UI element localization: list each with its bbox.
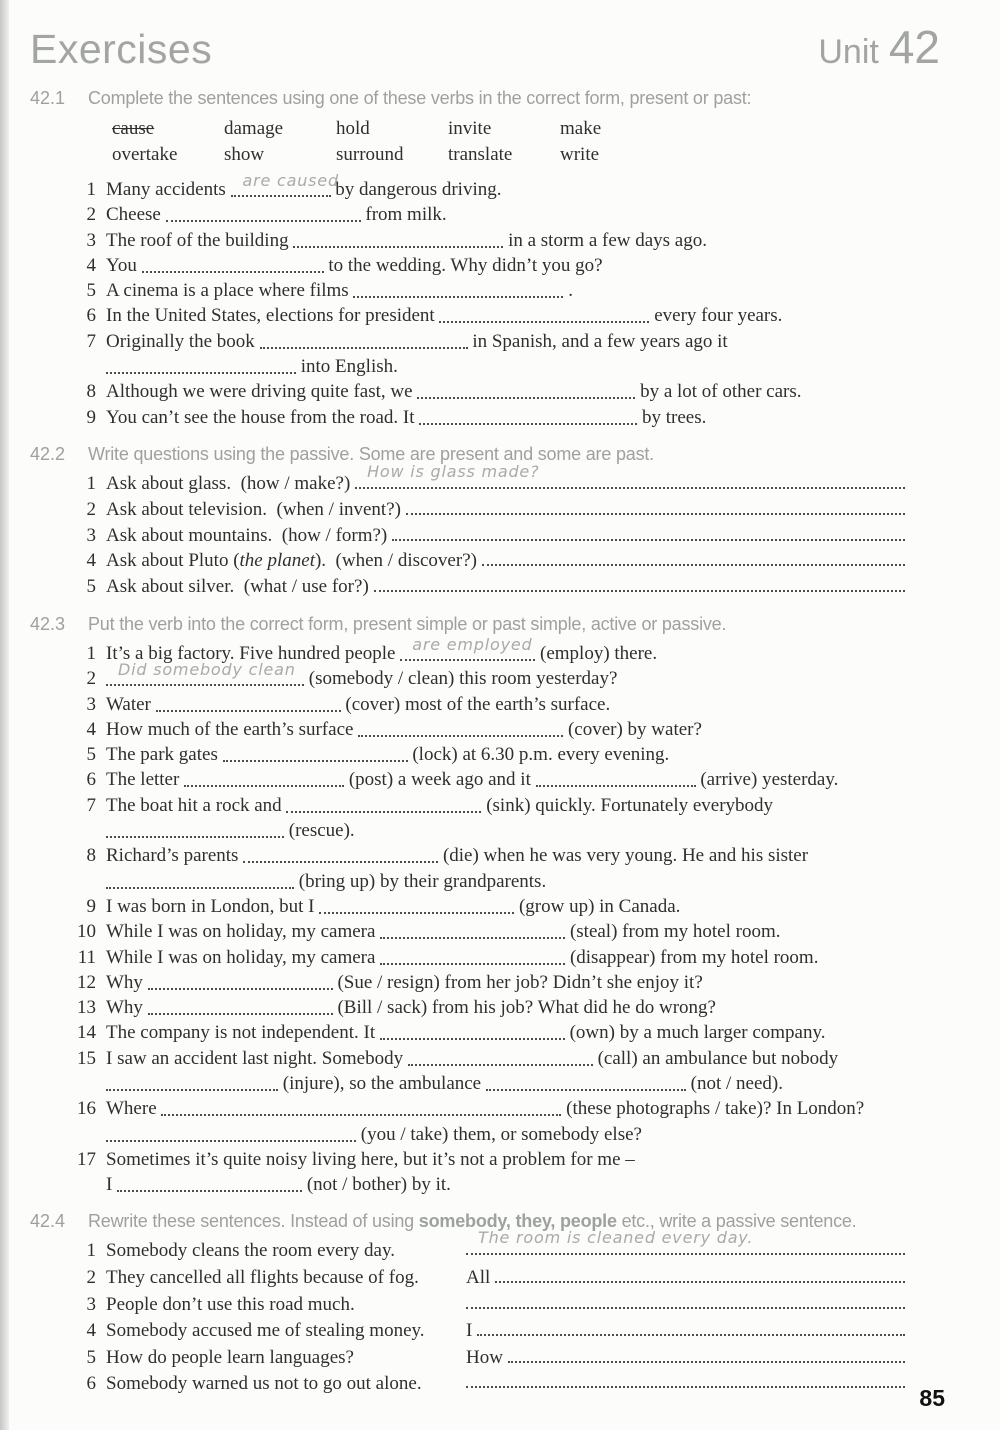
item-text: etc., write a passive sentence. <box>616 1211 857 1232</box>
exercise-items <box>30 1227 905 1398</box>
exercise-item <box>30 170 905 202</box>
exercise-item <box>30 405 905 430</box>
item-number: 3 <box>86 693 96 715</box>
item-text: ). (when / discover?) <box>314 550 482 572</box>
item-content <box>106 202 905 227</box>
item-content <box>106 278 905 303</box>
item-text: Write questions using the passive. Some are present and some are past. <box>88 443 654 464</box>
item-text: (not / need). <box>685 1073 783 1094</box>
item-text: All <box>466 1267 496 1289</box>
verb-option: invite <box>448 118 492 139</box>
sections-root <box>30 88 905 1398</box>
item-number: 3 <box>86 524 96 546</box>
item-text: (injure), so the ambulance <box>278 1073 486 1094</box>
answer-blank[interactable] <box>466 1371 905 1388</box>
item-number: 9 <box>86 406 96 428</box>
answer-blank[interactable] <box>466 1227 905 1255</box>
answer-blank[interactable] <box>355 462 905 489</box>
item-text: You <box>106 254 142 276</box>
page-header <box>0 0 1000 74</box>
source-sentence: Somebody accused me of stealing money. <box>106 1320 425 1342</box>
answer-blank[interactable] <box>439 306 649 323</box>
item-text: somebody, they, people <box>418 1211 617 1232</box>
item-number: 1 <box>86 642 96 664</box>
item-number: 5 <box>86 280 96 302</box>
exercise-item <box>30 1265 905 1292</box>
item-text: Water <box>106 693 156 715</box>
item-number: 2 <box>86 1267 96 1289</box>
item-content <box>106 1046 905 1097</box>
item-text: How <box>466 1346 508 1368</box>
item-text: (grow up) in Canada. <box>514 895 681 917</box>
item-content <box>106 894 905 919</box>
source-sentence: Somebody warned us not to go out alone. <box>106 1373 422 1395</box>
item-text: Ask about television. (when / invent?) <box>106 498 406 520</box>
item-text: (cover) by water? <box>563 718 702 740</box>
verb-option: show <box>224 144 265 165</box>
exercise-item <box>30 278 905 303</box>
source-sentence: How do people learn languages? <box>106 1346 354 1368</box>
item-text: (cover) most of the earth’s surface. <box>340 693 611 715</box>
item-content <box>106 1096 905 1147</box>
item-number: 8 <box>86 381 96 403</box>
source-sentence: They cancelled all flights because of fog. <box>106 1267 419 1289</box>
item-content <box>106 548 905 574</box>
exercise-item <box>30 742 905 767</box>
answer-blank[interactable] <box>286 796 481 813</box>
answer-blank[interactable] <box>156 695 341 712</box>
answer-area <box>466 1227 905 1265</box>
section-number: 42.1 <box>30 88 66 108</box>
page-edge <box>0 0 9 1430</box>
exercise-item <box>30 202 905 227</box>
item-content <box>106 379 905 404</box>
answer-blank[interactable] <box>106 357 296 374</box>
item-content <box>106 303 905 328</box>
exercise-item <box>30 1292 905 1319</box>
verb-option: make <box>560 118 602 139</box>
item-content <box>106 329 905 380</box>
item-content <box>106 497 905 523</box>
item-text: by a lot of other cars. <box>635 381 802 403</box>
answer-blank[interactable] <box>243 846 438 863</box>
item-text: by dangerous driving. <box>330 179 502 200</box>
exercise-item <box>30 717 905 742</box>
item-text: by trees. <box>637 406 707 428</box>
item-text: in Spanish, and a few years ago it <box>467 330 728 352</box>
exercise-item <box>30 659 905 691</box>
answer-blank[interactable] <box>161 1099 561 1116</box>
item-text: In the United States, elections for president <box>106 305 440 327</box>
page-title: Exercises <box>30 26 213 72</box>
item-text: (sink) quickly. Fortunately everybody <box>481 794 774 816</box>
exercise-item <box>30 793 905 844</box>
page-number: 85 <box>919 1385 945 1411</box>
exercise-item <box>30 995 905 1020</box>
item-number: 8 <box>86 845 96 867</box>
item-text: (lock) at 6.30 p.m. every evening. <box>407 744 670 766</box>
item-content <box>106 405 905 430</box>
section-number: 42.2 <box>30 443 66 464</box>
item-text: The park gates <box>106 744 223 766</box>
answer-blank[interactable] <box>417 382 635 399</box>
item-content <box>106 1147 905 1198</box>
item-number: 7 <box>86 330 96 352</box>
item-text: Many accidents <box>106 179 231 200</box>
verb-option: surround <box>336 144 404 165</box>
item-number: 6 <box>86 769 96 791</box>
item-number: 1 <box>86 472 96 494</box>
item-content <box>106 574 905 600</box>
item-number: 12 <box>77 971 96 993</box>
item-text: the planet <box>239 550 315 572</box>
answer-blank[interactable] <box>477 1319 905 1336</box>
section-42.3 <box>30 614 905 1198</box>
item-text: Originally the book <box>106 330 260 352</box>
exercise-item <box>30 462 905 497</box>
answer-blank[interactable] <box>142 256 324 273</box>
item-number: 4 <box>86 550 96 572</box>
item-text: Ask about Pluto ( <box>106 550 240 572</box>
item-number: 6 <box>86 305 96 327</box>
exercise-item <box>30 767 905 792</box>
answer-blank[interactable] <box>400 634 535 661</box>
item-text: The boat hit a rock and <box>106 794 287 816</box>
answer-blank[interactable] <box>148 973 333 990</box>
item-text: (Bill / sack) from his job? What did he do wrong? <box>332 997 716 1019</box>
exercise-item <box>30 919 905 944</box>
item-number: 15 <box>77 1047 96 1069</box>
answer-blank[interactable] <box>106 821 284 838</box>
item-number: 2 <box>86 204 96 226</box>
verb-option: hold <box>336 118 370 139</box>
verb-option: write <box>560 144 600 165</box>
answer-blank[interactable] <box>380 948 565 965</box>
handwritten-answer: The room is cleaned every day. <box>478 1227 754 1247</box>
item-content <box>106 843 905 894</box>
answer-blank[interactable] <box>466 1292 905 1309</box>
item-text: Sometimes it’s quite noisy living here, but it’s not a problem for me – <box>106 1148 635 1170</box>
item-content <box>106 228 905 253</box>
exercise-item <box>30 1318 905 1345</box>
unit-heading <box>818 20 940 74</box>
item-text: I was born in London, but I <box>106 895 320 917</box>
answer-blank[interactable] <box>508 1346 905 1363</box>
item-number: 5 <box>86 1346 96 1368</box>
handwritten-answer: Did somebody clean <box>118 659 296 679</box>
exercise-item <box>30 1227 905 1265</box>
item-text: I <box>106 1174 118 1196</box>
exercise-item <box>30 970 905 995</box>
item-text: (employ) there. <box>535 642 658 664</box>
item-number: 4 <box>86 254 96 276</box>
item-text: Cheese <box>106 204 166 226</box>
answer-blank[interactable] <box>419 408 637 425</box>
item-text: . <box>563 280 573 302</box>
item-number: 1 <box>86 1240 96 1262</box>
answer-blank[interactable] <box>319 897 514 914</box>
item-text: Put the verb into the correct form, present simple or past simple, active or passive. <box>88 613 727 634</box>
item-text: A cinema is a place where films <box>106 280 354 302</box>
answer-blank[interactable] <box>106 659 304 686</box>
answer-area <box>466 1265 905 1292</box>
exercise-items <box>30 634 905 1198</box>
item-number: 3 <box>86 1293 96 1315</box>
item-text: How much of the earth’s surface <box>106 718 359 740</box>
item-text: to the wedding. Why didn’t you go? <box>323 254 603 276</box>
answer-blank[interactable] <box>166 205 361 222</box>
item-text: (disappear) from my hotel room. <box>565 946 819 968</box>
exercise-item <box>30 1371 905 1398</box>
item-content <box>106 742 905 767</box>
item-text: Where <box>106 1098 162 1120</box>
item-text: I saw an accident last night. Somebody <box>106 1047 408 1069</box>
section-instruction <box>88 88 905 109</box>
item-text: While I was on holiday, my camera <box>106 921 381 943</box>
verb-box <box>112 116 905 168</box>
item-number: 11 <box>77 946 96 968</box>
answer-area <box>466 1345 905 1372</box>
item-content <box>106 717 905 742</box>
item-content <box>106 462 905 497</box>
item-text: It’s a big factory. Five hundred people <box>106 642 401 664</box>
item-content <box>106 253 905 278</box>
item-number: 3 <box>86 229 96 251</box>
answer-blank[interactable] <box>486 1074 686 1091</box>
source-sentence: People don’t use this road much. <box>106 1293 355 1315</box>
item-content <box>106 170 905 202</box>
item-number: 13 <box>77 997 96 1019</box>
exercise-item <box>30 1147 905 1198</box>
answer-area <box>466 1292 905 1319</box>
answer-blank[interactable] <box>117 1175 302 1192</box>
item-number: 16 <box>77 1098 96 1120</box>
exercise-item <box>30 497 905 523</box>
exercise-item <box>30 1020 905 1045</box>
verb-option: overtake <box>112 144 178 165</box>
item-number: 4 <box>86 718 96 740</box>
item-text: Why <box>106 997 148 1019</box>
answer-blank[interactable] <box>106 872 294 889</box>
answer-blank[interactable] <box>293 231 503 248</box>
answer-blank[interactable] <box>260 332 468 349</box>
exercise-item <box>30 329 905 380</box>
item-text: (die) when he was very young. He and his sister <box>438 845 809 867</box>
item-text: Richard’s parents <box>106 845 244 867</box>
unit-label: Unit <box>818 33 879 71</box>
section-42.1 <box>30 88 905 430</box>
exercise-item <box>30 1046 905 1097</box>
item-text: You can’t see the house from the road. It <box>106 406 420 428</box>
source-sentence: Somebody cleans the room every day. <box>106 1240 395 1262</box>
section-number: 42.4 <box>30 1211 66 1232</box>
exercise-item <box>30 1096 905 1147</box>
exercise-item <box>30 303 905 328</box>
answer-blank[interactable] <box>495 1266 905 1283</box>
item-text: Complete the sentences using one of these verbs in the correct form, present or past: <box>88 88 752 108</box>
verb-option: translate <box>448 144 513 165</box>
item-text: every four years. <box>649 305 783 327</box>
verb-option: cause <box>112 118 155 139</box>
answer-blank[interactable] <box>106 1125 356 1142</box>
item-number: 10 <box>77 921 96 943</box>
item-content <box>106 995 905 1020</box>
answer-blank[interactable] <box>536 770 696 787</box>
handwritten-answer: are employed <box>412 634 533 654</box>
item-text: into English. <box>296 356 398 378</box>
exercise-item <box>30 253 905 278</box>
item-text: (bring up) by their grandparents. <box>294 870 547 892</box>
item-text: (somebody / clean) this room yesterday? <box>304 668 618 690</box>
item-content <box>106 793 905 844</box>
item-number: 1 <box>86 179 96 200</box>
exercise-item <box>30 228 905 253</box>
exercise-item <box>30 379 905 404</box>
item-text: in a storm a few days ago. <box>503 229 707 251</box>
answer-blank[interactable] <box>358 720 563 737</box>
item-text: (these photographs / take)? In London? <box>561 1098 865 1120</box>
answer-blank[interactable] <box>353 281 563 298</box>
section-42.4 <box>30 1211 905 1398</box>
item-text: (rescue). <box>284 820 355 842</box>
section-42.2 <box>30 444 905 600</box>
item-number: 14 <box>77 1022 96 1044</box>
item-number: 5 <box>86 744 96 766</box>
answer-blank[interactable] <box>380 1023 565 1040</box>
item-text: from milk. <box>360 204 447 226</box>
exercise-item <box>30 1345 905 1372</box>
item-content <box>106 970 905 995</box>
unit-number: 42 <box>888 21 940 73</box>
handwritten-answer: How is glass made? <box>367 462 540 482</box>
item-number: 9 <box>86 895 96 917</box>
exercise-item <box>30 574 905 600</box>
item-text: The company is not independent. It <box>106 1022 380 1044</box>
item-text: (not / bother) by it. <box>302 1174 451 1196</box>
answer-blank[interactable] <box>231 170 339 197</box>
answer-blank[interactable] <box>148 998 333 1015</box>
item-text: While I was on holiday, my camera <box>106 946 381 968</box>
exercise-items <box>30 462 905 600</box>
verb-option: damage <box>224 118 284 139</box>
answer-blank[interactable] <box>106 1074 278 1091</box>
item-text: (arrive) yesterday. <box>695 769 839 791</box>
exercise-item <box>30 945 905 970</box>
answer-blank[interactable] <box>408 1049 593 1066</box>
exercise-item <box>30 692 905 717</box>
handwritten-answer: are caused <box>242 170 339 190</box>
item-text: Although we were driving quite fast, we <box>106 381 418 403</box>
answer-area <box>466 1318 905 1345</box>
item-text: (you / take) them, or somebody else? <box>356 1123 642 1145</box>
item-number: 2 <box>86 668 96 690</box>
answer-blank[interactable] <box>184 770 344 787</box>
item-text: (Sue / resign) from her job? Didn’t she enjoy it? <box>332 971 703 993</box>
item-text: (call) an ambulance but nobody <box>592 1047 839 1069</box>
exercise-items <box>30 170 905 430</box>
item-text: Rewrite these sentences. Instead of using <box>88 1211 419 1232</box>
answer-blank[interactable] <box>392 524 905 541</box>
item-text: Ask about silver. (what / use for?) <box>106 576 374 598</box>
item-text: (steal) from my hotel room. <box>565 921 781 943</box>
item-content <box>106 692 905 717</box>
item-content <box>106 767 905 792</box>
item-number: 2 <box>86 498 96 520</box>
exercise-item <box>30 523 905 549</box>
exercise-item <box>30 843 905 894</box>
item-content <box>106 523 905 549</box>
item-text: Ask about mountains. (how / form?) <box>106 524 393 546</box>
item-number: 7 <box>86 794 96 816</box>
item-text: (own) by a much larger company. <box>564 1022 826 1044</box>
section-header <box>30 1211 905 1232</box>
item-text: The letter <box>106 769 185 791</box>
item-text: Why <box>106 971 148 993</box>
item-text: The roof of the building <box>106 229 294 251</box>
item-number: 17 <box>77 1148 96 1170</box>
section-number: 42.3 <box>30 613 66 634</box>
item-content <box>106 1020 905 1045</box>
item-text: I <box>466 1320 478 1342</box>
exercise-item <box>30 894 905 919</box>
item-content <box>106 659 905 691</box>
answer-area <box>466 1371 905 1398</box>
item-number: 4 <box>86 1320 96 1342</box>
item-content <box>106 945 905 970</box>
section-header <box>30 88 905 109</box>
answer-blank[interactable] <box>482 549 905 566</box>
item-number: 6 <box>86 1373 96 1395</box>
item-text: Ask about glass. (how / make?) <box>106 472 356 494</box>
item-text: (post) a week ago and it <box>344 769 536 791</box>
item-number: 5 <box>86 576 96 598</box>
answer-blank[interactable] <box>406 498 905 515</box>
item-content <box>106 919 905 944</box>
answer-blank[interactable] <box>380 922 565 939</box>
answer-blank[interactable] <box>374 575 905 592</box>
exercise-item <box>30 548 905 574</box>
answer-blank[interactable] <box>223 745 408 762</box>
